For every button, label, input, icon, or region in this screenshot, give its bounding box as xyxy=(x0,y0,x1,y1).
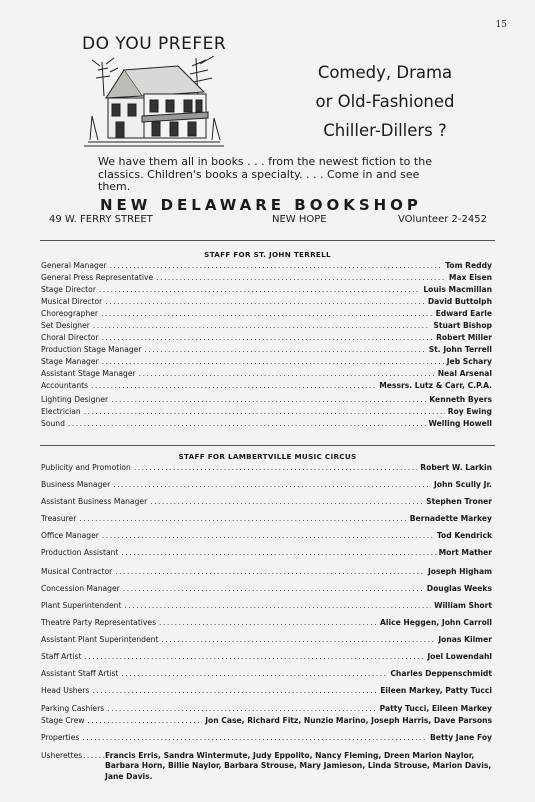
staff-role: Assistant Stage Manager xyxy=(41,369,136,378)
staff-row xyxy=(41,715,492,727)
staff-name: Jeb Schary xyxy=(446,357,492,366)
dot-leader xyxy=(123,583,424,595)
staff-row xyxy=(41,617,492,629)
staff-row xyxy=(41,356,492,368)
staff-name: Edward Earle xyxy=(435,309,492,318)
staff-row xyxy=(41,332,492,344)
staff-name: Tom Reddy xyxy=(445,261,492,270)
staff-name: William Short xyxy=(434,601,492,610)
staff-role: Concession Manager xyxy=(41,584,120,593)
staff-row xyxy=(41,296,492,308)
staff-role: Lighting Designer xyxy=(41,395,109,404)
ad-town: NEW HOPE xyxy=(272,214,327,225)
staff-name: Messrs. Lutz & Carr, C.P.A. xyxy=(379,381,492,390)
dot-leader: ........ xyxy=(83,751,115,760)
staff-row xyxy=(41,547,492,559)
ad-genre-line: Comedy, Drama xyxy=(317,63,453,82)
ad-genre-line: or Old-Fashioned xyxy=(315,92,455,111)
staff-role: Business Manager xyxy=(41,480,111,489)
staff-row xyxy=(41,380,492,392)
ad-store-name: NEW DELAWARE BOOKSHOP xyxy=(100,196,422,214)
staff-role: Production Assistant xyxy=(41,548,119,557)
staff-role: Usherettes xyxy=(41,751,83,760)
staff-row xyxy=(41,368,492,380)
dot-leader xyxy=(91,380,376,392)
staff-role: Stage Director xyxy=(41,285,96,294)
dot-leader xyxy=(156,272,446,284)
ad-address-line xyxy=(0,214,535,228)
staff-role: Assistant Staff Artist xyxy=(41,669,119,678)
staff-row xyxy=(41,344,492,356)
staff-name: Kenneth Byers xyxy=(429,395,492,404)
dot-leader xyxy=(84,406,445,418)
dot-leader xyxy=(121,668,387,680)
dot-leader xyxy=(121,547,435,559)
staff-role: Treasurer xyxy=(41,514,77,523)
staff-role: Parking Cashiers xyxy=(41,704,105,713)
staff-role: Set Designer xyxy=(41,321,90,330)
ad-headline: DO YOU PREFER xyxy=(82,34,227,54)
staff-role: Musical Director xyxy=(41,297,103,306)
staff-name: Betty Jane Foy xyxy=(430,733,492,742)
dot-leader xyxy=(102,530,434,542)
dot-leader xyxy=(124,600,431,612)
staff-row xyxy=(41,272,492,284)
staff-name: Bernadette Markey xyxy=(409,514,492,523)
dot-leader xyxy=(144,344,425,356)
staff-role: Publicity and Promotion xyxy=(41,463,131,472)
staff-name: Jonas Kilmer xyxy=(438,635,492,644)
dot-leader xyxy=(102,332,433,344)
staff-name: Louis Macmillan xyxy=(423,285,492,294)
staff-role: Accountants xyxy=(41,381,89,390)
divider-rule xyxy=(40,445,495,446)
page-number: 15 xyxy=(495,20,507,30)
dot-leader xyxy=(84,651,424,663)
ad-street-address: 49 W. FERRY STREET xyxy=(49,214,153,225)
dot-leader xyxy=(110,260,443,272)
staff-row xyxy=(41,634,492,646)
staff-row xyxy=(41,284,492,296)
dot-leader xyxy=(68,418,426,430)
staff-name: Douglas Weeks xyxy=(426,584,492,593)
staff-role: Stage Crew xyxy=(41,716,85,725)
staff-role: General Manager xyxy=(41,261,107,270)
dot-leader xyxy=(79,513,406,525)
staff-name: Mort Mather xyxy=(438,548,492,557)
staff-row xyxy=(41,394,492,406)
ad-body-text: We have them all in books . . . from the newest fiction to the classics. Children's books a specialty. . . . Come in and see them. xyxy=(98,155,432,193)
staff-name: Patty Tucci, Eileen Markey xyxy=(379,704,492,713)
dot-leader xyxy=(82,732,427,744)
staff-role: Electrician xyxy=(41,407,81,416)
staff-name: Max Eisen xyxy=(448,273,492,282)
staff-role: Production Stage Manager xyxy=(41,345,142,354)
staff-role: Office Manager xyxy=(41,531,99,540)
staff-row xyxy=(41,462,492,474)
staff-role: Musical Contractor xyxy=(41,567,113,576)
staff-row xyxy=(41,668,492,680)
staff-role: Sound xyxy=(41,419,65,428)
dot-leader xyxy=(107,703,377,715)
staff-role: Properties xyxy=(41,733,80,742)
dot-leader xyxy=(99,284,420,296)
dot-leader xyxy=(139,368,435,380)
dot-leader xyxy=(111,394,426,406)
dot-leader xyxy=(105,296,425,308)
staff-name: Eileen Markey, Patty Tucci xyxy=(380,686,492,695)
staff-name: Charles Deppenschmidt xyxy=(390,669,492,678)
dot-leader xyxy=(115,566,425,578)
staff-row xyxy=(41,600,492,612)
dot-leader xyxy=(113,479,431,491)
dot-leader xyxy=(102,356,444,368)
dot-leader xyxy=(88,715,203,727)
usherettes-row xyxy=(41,751,492,785)
staff-role: Assistant Business Manager xyxy=(41,497,148,506)
staff-row xyxy=(41,320,492,332)
staff-row xyxy=(41,583,492,595)
staff-role: Plant Superintendent xyxy=(41,601,122,610)
staff-row xyxy=(41,651,492,663)
dot-leader xyxy=(101,308,433,320)
staff-role: Assistant Plant Superintendent xyxy=(41,635,159,644)
bookshop-advertisement xyxy=(0,0,535,235)
divider-rule xyxy=(40,240,495,241)
staff-name: St. John Terrell xyxy=(428,345,492,354)
staff-role: Stage Manager xyxy=(41,357,99,366)
staff-row xyxy=(41,496,492,508)
staff-name: Alice Heggen, John Carroll xyxy=(380,618,492,627)
staff-role: Choral Director xyxy=(41,333,99,342)
staff-role: Theatre Party Representatives xyxy=(41,618,157,627)
staff-row xyxy=(41,685,492,697)
staff-name: Robert W. Larkin xyxy=(420,463,492,472)
staff-row xyxy=(41,566,492,578)
staff-row xyxy=(41,530,492,542)
staff-name: Joseph Higham xyxy=(427,567,492,576)
staff-name: Welling Howell xyxy=(428,419,492,428)
ad-genre-list xyxy=(300,58,470,145)
staff-row xyxy=(41,479,492,491)
dot-leader xyxy=(134,462,417,474)
staff-role: General Press Representative xyxy=(41,273,154,282)
dot-leader xyxy=(92,685,377,697)
staff-name: Joel Lowendahl xyxy=(427,652,492,661)
section-title-terrell: STAFF FOR ST. JOHN TERRELL xyxy=(204,250,331,259)
staff-name: Stuart Bishop xyxy=(433,321,492,330)
staff-role: Head Ushers xyxy=(41,686,90,695)
staff-row xyxy=(41,732,492,744)
staff-role: Choreographer xyxy=(41,309,99,318)
staff-role: Staff Artist xyxy=(41,652,82,661)
staff-name: Roy Ewing xyxy=(447,407,492,416)
ad-genre-line: Chiller-Dillers ? xyxy=(323,121,447,140)
staff-name: John Scully Jr. xyxy=(433,480,492,489)
usherettes-names: Francis Erris, Sandra Wintermute, Judy Eppolito, Nancy Fleming, Dreen Marion Naylor, Barbara Horn, Billie Naylor, Barbara Strouse, Mary Jamieson, Linda Strouse, Marion Davis, Jane Davis. xyxy=(105,751,492,781)
staff-row xyxy=(41,703,492,715)
staff-row xyxy=(41,406,492,418)
section-title-lambertville: STAFF FOR LAMBERTVILLE MUSIC CIRCUS xyxy=(178,452,357,461)
dot-leader xyxy=(159,617,377,629)
staff-row xyxy=(41,513,492,525)
house-illustration-icon xyxy=(84,56,224,152)
staff-row xyxy=(41,418,492,430)
staff-name: Stephen Troner xyxy=(426,497,492,506)
ad-phone: VOlunteer 2-2452 xyxy=(398,214,487,225)
staff-row xyxy=(41,260,492,272)
staff-name: Jon Case, Richard Fitz, Nunzio Marino, Joseph Harris, Dave Parsons xyxy=(205,716,492,725)
dot-leader xyxy=(161,634,435,646)
staff-row xyxy=(41,308,492,320)
dot-leader xyxy=(150,496,423,508)
staff-name: Neal Arsenal xyxy=(437,369,492,378)
staff-name: Tod Kendrick xyxy=(436,531,492,540)
staff-name: David Buttolph xyxy=(427,297,492,306)
dot-leader xyxy=(93,320,430,332)
staff-name: Robert Miller xyxy=(436,333,492,342)
